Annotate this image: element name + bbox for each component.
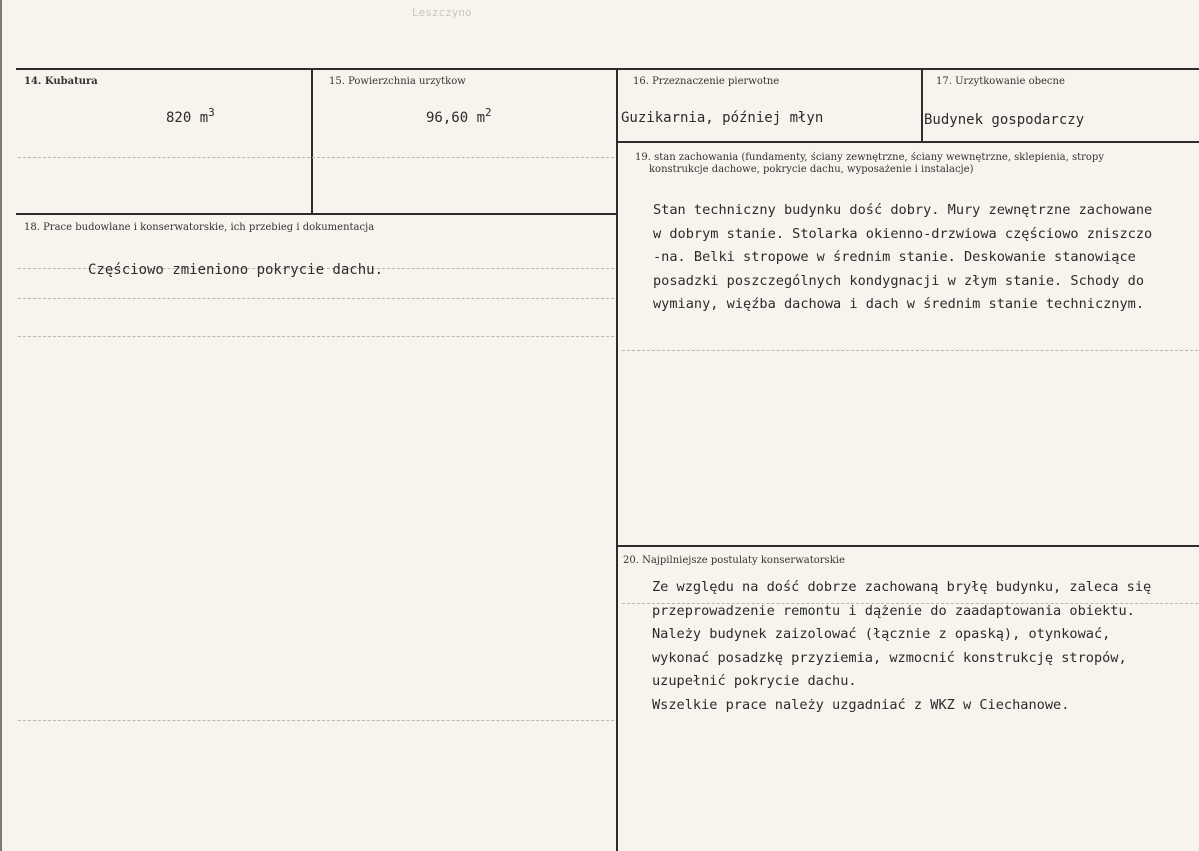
field-19-label [635,152,1104,176]
rule-under-19 [616,545,1199,547]
field-15-number: 96,60 m [426,110,486,126]
field-19-label-line: konstrukcje dachowe, pokrycie dachu, wyposażenie i instalacje) [649,164,974,175]
field-19-label-line: 19. stan zachowania (fundamenty, ściany zewnętrzne, ściany wewnętrzne, sklepienia, stropy [635,152,1104,163]
field-17-value: Budynek gospodarczy [924,112,1085,128]
field-14-exponent: 3 [208,106,215,119]
text-line: -na. Belki stropowe w średnim stanie. Deskowanie stanowiące [653,249,1136,265]
text-line: przeprowadzenie remontu i dążenie do zaadaptowania obiektu. [652,602,1135,619]
field-20-label: 20. Najpilniejsze postulaty konserwatorskie [623,555,845,566]
text-line: Ze względu na dość dobrze zachowaną bryłę budynku, zaleca się [652,579,1152,595]
field-15-label: 15. Powierzchnia urzytkow [329,76,466,87]
guide-line [622,350,1198,351]
field-14-value [166,106,215,126]
guide-line [18,336,614,337]
guide-line [18,720,614,721]
guide-line [18,298,614,299]
field-15-exponent: 2 [485,106,492,119]
text-line: posadzki poszczególnych kondygnacji w złym stanie. Schody do [653,272,1145,289]
divider-14-15 [311,68,313,214]
text-line: w dobrym stanie. Stolarka okienno-drzwiowa częściowo zniszczo [653,225,1153,242]
field-14-label: 14. Kubatura [24,76,98,87]
rule-under-16-17 [616,141,1199,143]
text-line: Należy budynek zaizolować (łącznie z opaską), otynkować, [652,626,1111,642]
field-20-text [652,576,1151,717]
text-line: wymiany, więźba dachowa i dach w średnim stanie technicznym. [653,296,1145,312]
text-line: Stan techniczny budynku dość dobry. Mury zewnętrzne zachowane [653,202,1153,218]
field-18-label: 18. Prace budowlane i konserwatorskie, ich przebieg i dokumentacja [24,222,375,233]
field-16-label: 16. Przeznaczenie pierwotne [633,76,780,87]
rule-under-14-15 [16,213,618,215]
bleed-through-text: Leszczyno [412,6,472,19]
field-17-label: 17. Urzytkowanie obecne [936,76,1065,87]
field-15-value [426,106,492,126]
text-line: wykonać posadzkę przyziemia, wzmocnić konstrukcję stropów, [652,649,1127,666]
divider-16-17 [921,68,923,142]
text-line: uzupełnić pokrycie dachu. [652,673,857,689]
field-14-number: 820 m [166,110,209,126]
top-rule [16,68,1199,70]
text-line: Wszelkie prace należy uzgadniać z WKZ w Ciechanowe. [652,696,1070,713]
field-19-text [653,199,1152,317]
field-18-value: Częściowo zmieniono pokrycie dachu. [88,262,384,278]
guide-line [18,157,614,158]
field-16-value: Guzikarnia, później młyn [621,110,824,126]
divider-center [616,68,618,851]
